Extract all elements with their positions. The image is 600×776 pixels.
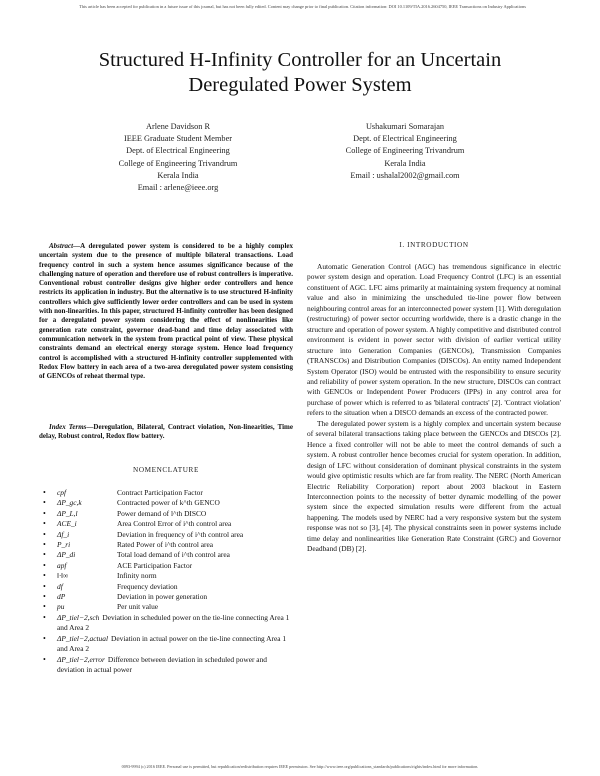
- nomenclature-symbol: ‖·‖∞: [57, 571, 69, 581]
- author-institution: College of Engineering Trivandrum: [118, 158, 238, 168]
- nomenclature-description: Difference between deviation in scheduled power and deviation in actual power: [57, 654, 267, 674]
- nomenclature-item: • ΔP_tiel−2,error Difference between deviation in scheduled power and deviation in actual power: [43, 654, 267, 674]
- nomenclature-list: [39, 488, 293, 675]
- nomenclature-description: Deviation in power generation: [117, 592, 208, 602]
- author-name: Ushakumari Somarajan: [365, 122, 445, 131]
- nomenclature-item: • ACE_i Area Control Error of i^th control area: [43, 519, 232, 529]
- nomenclature-description: Infinity norm: [117, 571, 157, 581]
- nomenclature-description: Deviation in scheduled power on the tie-line connecting Area 1 and Area 2: [57, 612, 290, 633]
- nomenclature-symbol: ΔP_di: [57, 550, 76, 560]
- author-block-2: [315, 121, 495, 182]
- nomenclature-symbol: ΔP_tiel−2,actual: [57, 633, 108, 643]
- nomenclature-symbol: ΔP_gc,k: [57, 498, 82, 508]
- nomenclature-symbol: dP: [57, 592, 66, 602]
- nomenclature-description: Frequency deviation: [117, 581, 178, 591]
- nomenclature-item: • Δf_i Deviation in frequency of i^th control area: [43, 529, 244, 539]
- nomenclature-item: • ΔP_di Total load demand of i^th control area: [43, 550, 230, 560]
- introduction-paragraph-2: The deregulated power system is a highly complex and uncertain system because of several bilateral transactions taking place between the GENCOs and DISCOs [2]. Hence a fixed controller will not be able to meet the control demands of such a system. A robust controller hence becomes crucial for system operation. In addition, design of LFC without consideration of dominant physical constraints in the system would give optimistic results which are far from reality. The NERC (North American Electric Reliability Corporation) report about 2003 blackout in Eastern Interconnection points to the necessity of better dynamic modelling of the power system since the expected simulation results were different from the actual happening. The models used by NERC had a very responsive system but the system response was not so [3], [4]. The physical constraints seen in power systems include time delay and nonlinearities like Generation Rate Constraint (GRC) and Governor Deadband (DB) [2].: [307, 418, 561, 554]
- nomenclature-item: • ΔP_tiel−2,actual Deviation in actual power on the tie-line connecting Area 1 and Area 2: [43, 633, 287, 654]
- paper-title-line-2: Deregulated Power System: [188, 74, 412, 96]
- author-department: Dept. of Electrical Engineering: [353, 134, 457, 144]
- nomenclature-description: Per unit value: [117, 602, 159, 612]
- abstract-text: —A deregulated power system is considered to be a highly complex uncertain system due to the presence of multiple bilateral transactions. Load frequency control in such a system hence assumes significance because of the challenging nature of operation and therefore use of robust controllers is imperative. Conventional robust controller designs give higher order controllers and hence restricts its application in industry. But the alternative is to use structured H-infinity controllers which give sufficiently lower order controllers and can be used in system with non-linearities. In this paper, structured H-infinity controller has been designed for a deregulated power system considering the effect of nonlinearities like generation rate constraint, governor dead-band and time delay associated with communication network in the system from practical point of view. These physical constraints demand an electrical energy storage system. Hence load frequency control is accomplished with a structured H-infinity controller supplemented with Redox Flow battery in each area of a two-area deregulated power system consisting of GENCOs of reheat thermal type.: [39, 242, 293, 381]
- nomenclature-description: Area Control Error of i^th control area: [117, 519, 232, 529]
- nomenclature-description: Contracted power of k^th GENCO: [117, 498, 220, 508]
- nomenclature-symbol: ΔP_tiel−2,sch: [57, 612, 100, 622]
- nomenclature-description: ACE Participation Factor: [117, 560, 193, 570]
- author-email: Email : ushalal2002@gmail.com: [350, 170, 460, 180]
- nomenclature-description: Rated Power of i^th control area: [117, 540, 214, 550]
- abstract-label: Abstract: [49, 242, 74, 250]
- paper-title-line-1: Structured H-Infinity Controller for an Uncertain: [98, 49, 502, 71]
- author-department: Dept. of Electrical Engineering: [126, 146, 230, 156]
- nomenclature-description: Total load demand of i^th control area: [117, 550, 230, 560]
- author-name: Arlene Davidson R: [145, 122, 211, 131]
- nomenclature-symbol: cpf: [57, 488, 67, 497]
- author-location: Kerala India: [157, 170, 199, 180]
- author-email: Email : arlene@ieee.org: [137, 183, 219, 193]
- paper-title: [40, 48, 560, 98]
- index-terms: [39, 423, 293, 442]
- nomenclature-symbol: apf: [57, 560, 67, 570]
- nomenclature-description: Power demand of l^th DISCO: [117, 508, 207, 518]
- nomenclature-item: • pu Per unit value: [43, 602, 159, 612]
- nomenclature-item: • dP Deviation in power generation: [43, 592, 208, 602]
- nomenclature-description: Contract Participation Factor: [117, 488, 203, 497]
- nomenclature-symbol: Δf_i: [57, 529, 70, 539]
- nomenclature-symbol: df: [57, 581, 63, 591]
- abstract: [39, 242, 293, 381]
- nomenclature-item: • ΔP_gc,k Contracted power of k^th GENCO: [43, 498, 220, 508]
- author-block-1: [88, 121, 268, 194]
- nomenclature-item: • apf ACE Participation Factor: [43, 560, 193, 570]
- index-terms-text: —Deregulation, Bilateral, Contract violation, Non-linearities, Time delay, Robust control, Redox flow battery.: [39, 423, 293, 441]
- nomenclature-item: • P_ri Rated Power of i^th control area: [43, 540, 214, 550]
- nomenclature-heading: NOMENCLATURE: [133, 466, 199, 474]
- introduction-body: [307, 262, 561, 555]
- nomenclature-item: • df Frequency deviation: [43, 581, 178, 591]
- nomenclature-symbol: pu: [57, 602, 65, 612]
- copyright-footer: 0093-9994 (c) 2016 IEEE. Personal use is permitted, but republication/redistribution requires IEEE permission. See http://www.ieee.org/publications_standards/publications/rights/index.html for more information.: [121, 764, 479, 769]
- nomenclature-description: Deviation in actual power on the tie-line connecting Area 1 and Area 2: [57, 633, 287, 654]
- nomenclature-item: • ΔP_tiel−2,sch Deviation in scheduled power on the tie-line connecting Area 1 and Area 2: [43, 612, 290, 633]
- introduction-heading: I. INTRODUCTION: [399, 241, 469, 249]
- nomenclature-item: • cpf Contract Participation Factor: [43, 488, 203, 497]
- nomenclature-symbol: ΔP_tiel−2,error: [57, 654, 105, 664]
- publication-notice: This article has been accepted for publication in a future issue of this journal, but has not been fully edited. Content may change prior to final publication. Citation information: DOI 10.1109/TIA.2016.2604750, IEEE Transactions on Industry Applications: [79, 4, 526, 9]
- nomenclature-item: • ‖·‖∞ Infinity norm: [43, 571, 157, 581]
- nomenclature-symbol: ACE_i: [57, 519, 77, 529]
- introduction-paragraph-1: Automatic Generation Control (AGC) has tremendous significance in electric power system design and operation. Load Frequency Control (LFC) is an essential constituent of AGC. LFC aims primarily at maintaining system frequency at nominal value and also in minimizing the unscheduled tie-line power flow between neighbouring control areas for an interconnected power system [1]. With deregulation (restructuring) of power sector occurring worldwide, there is a drastic change in the structure and operation of power system. A highly competitive and distributed control environment is evident in power sector with division of earlier vertical utility structure into Generation Companies (GENCOs), Transmission Companies (TRANSCOs) and Distribution Companies (DISCOs). An entity named Independent System Operator (ISO) would be entrusted with the responsibility to ensure security and reliability of power system operation. In the new structure, DISCOs can contract with GENCOs or Independent Power Producers (IPPs) in any control area for purchase of power which is referred to as 'bilateral contracts' [2]. 'Contract violation' refers to the situation when a DISCO demands an excess of the contracted power.: [307, 262, 561, 418]
- index-terms-label: Index Terms: [49, 423, 87, 431]
- author-membership: IEEE Graduate Student Member: [123, 134, 233, 144]
- nomenclature-symbol: P_ri: [57, 540, 71, 550]
- nomenclature-description: Deviation in frequency of i^th control area: [117, 529, 244, 539]
- author-location: Kerala India: [384, 158, 426, 168]
- author-institution: College of Engineering Trivandrum: [345, 146, 465, 156]
- nomenclature-symbol: ΔP_L,l: [57, 508, 78, 518]
- nomenclature-item: • ΔP_L,l Power demand of l^th DISCO: [43, 508, 207, 518]
